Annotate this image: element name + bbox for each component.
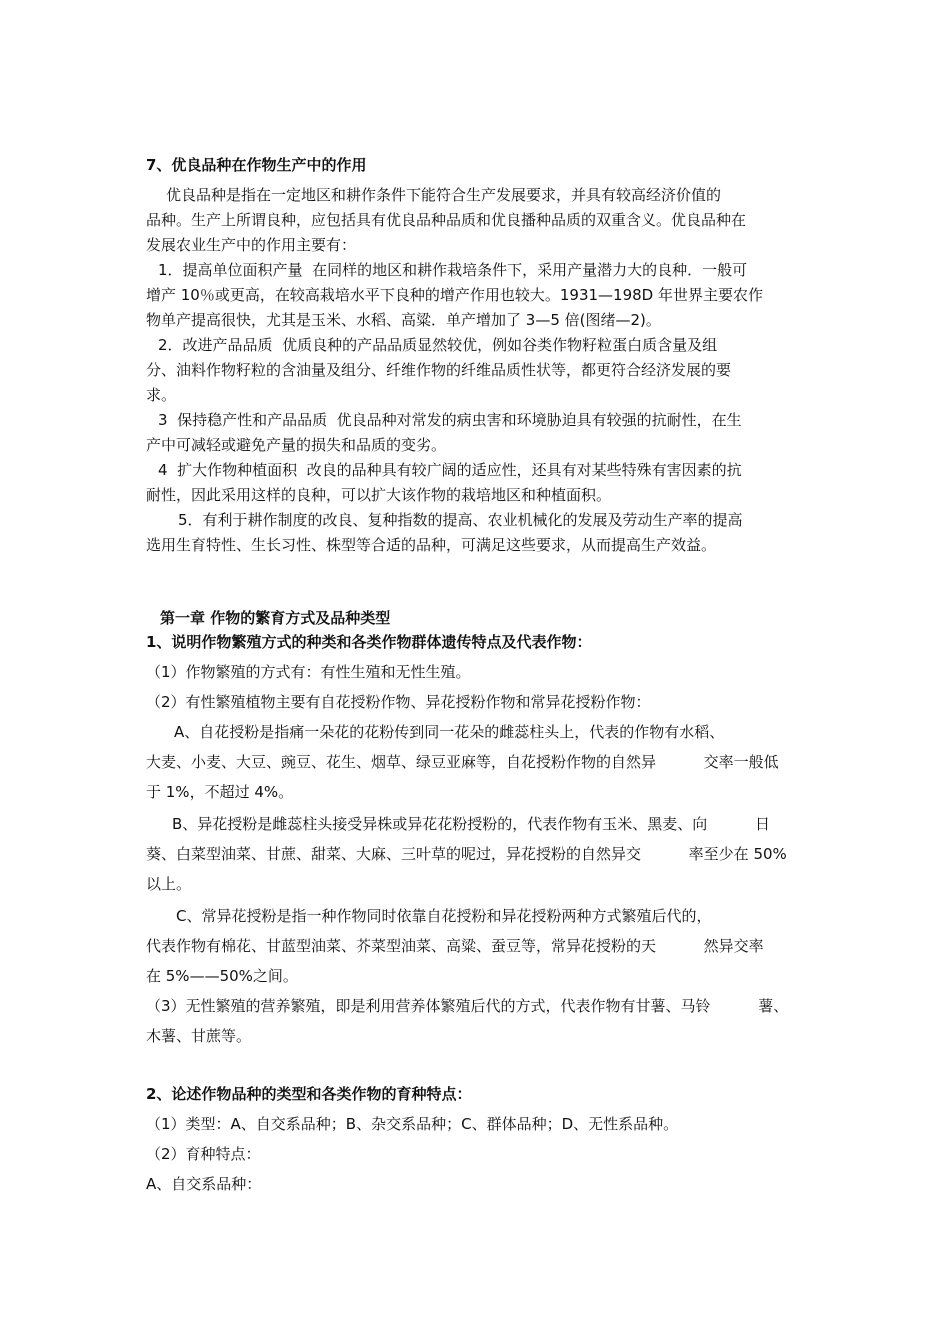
paragraph-line: C、常异花授粉是指一种作物同时依靠自花授粉和异花授粉两种方式繁殖后代的，: [176, 907, 712, 925]
paragraph-line: 4 扩大作物种植面积 改良的品种具有较广阔的适应性，还具有对某些特殊有害因素的抗: [158, 461, 742, 479]
paragraph-line: 3 保持稳产性和产品品质 优良品种对常发的病虫害和环境胁迫具有较强的抗耐性，在生: [158, 411, 742, 429]
question-heading: 1、说明作物繁殖方式的种类和各类作物群体遗传特点及代表作物：: [146, 633, 592, 651]
paragraph-line: 代表作物有棉花、甘蓝型油菜、芥菜型油菜、高粱、蚕豆等，常异花授粉的天 然异交率: [146, 937, 764, 955]
paragraph-line: 于 1%，不超过 4%。: [146, 783, 294, 801]
paragraph-line: 耐性，因此采用这样的良种，可以扩大该作物的栽培地区和种植面积。: [146, 486, 612, 504]
paragraph-line: 在 5%——50%之间。: [146, 967, 298, 985]
chapter-title: 第一章 作物的繁育方式及品种类型: [160, 609, 391, 627]
paragraph-line: （3）无性繁殖的营养繁殖，即是利用营养体繁殖后代的方式，代表作物有甘薯、马铃 薯、: [146, 997, 789, 1015]
paragraph-line: 1．提高单位面积产量 在同样的地区和耕作栽培条件下，采用产量潜力大的良种．一般可: [158, 261, 748, 279]
paragraph-line: （2）育种特点：: [146, 1145, 261, 1163]
paragraph-line: 大麦、小麦、大豆、豌豆、花生、烟草、绿豆亚麻等，自花授粉作物的自然异 交率一般低: [146, 753, 779, 771]
paragraph-line: 优良品种是指在一定地区和耕作条件下能符合生产发展要求，并具有较高经济价值的: [166, 186, 722, 204]
paragraph-line: 品种。生产上所谓良种，应包括具有优良品种品质和优良播种品质的双重含义。优良品种在: [146, 211, 747, 229]
paragraph-line: A、自花授粉是指痛一朵花的花粉传到同一花朵的雌蕊柱头上，代表的作物有水稻、: [174, 723, 725, 741]
question-heading: 2、论述作物品种的类型和各类作物的育种特点：: [146, 1085, 472, 1103]
paragraph-line: 产中可减轻或避免产量的损失和品质的变劣。: [146, 436, 447, 454]
paragraph-line: B、异花授粉是雌蕊柱头接受异株或异花花粉授粉的，代表作物有玉米、黑麦、向 日: [172, 815, 770, 833]
paragraph-line: 分、油料作物籽粒的含油量及组分、纤维作物的纤维品质性状等，都更符合经济发展的要: [146, 361, 732, 379]
paragraph-line: 求。: [146, 386, 177, 404]
paragraph-line: 以上。: [146, 875, 192, 893]
paragraph-line: 5．有利于耕作制度的改良、复种指数的提高、农业机械化的发展及劳动生产率的提高: [178, 511, 743, 529]
paragraph-line: A、自交系品种：: [146, 1175, 262, 1193]
section-heading: 7、优良品种在作物生产中的作用: [146, 156, 367, 174]
paragraph-line: 葵、白菜型油菜、甘蔗、甜菜、大麻、三叶草的呢过，异花授粉的自然异交 率至少在 50%: [146, 845, 787, 863]
paragraph-line: （1）类型：A、自交系品种；B、杂交系品种；C、群体品种；D、无性系品种。: [146, 1115, 679, 1133]
paragraph-line: 选用生育特性、生长习性、株型等合适的品种，可满足这些要求，从而提高生产效益。: [146, 536, 717, 554]
paragraph-line: 2．改进产品品质 优质良种的产品品质显然较优，例如谷类作物籽粒蛋白质含量及组: [158, 336, 718, 354]
paragraph-line: 木薯、甘蔗等。: [146, 1027, 252, 1045]
paragraph-line: 增产 10％或更高，在较高栽培水平下良种的增产作用也较大。1931—198D 年世界主要农作: [146, 286, 763, 304]
paragraph-line: （1）作物繁殖的方式有：有性生殖和无性生殖。: [146, 663, 471, 681]
paragraph-line: 发展农业生产中的作用主要有：: [146, 236, 357, 254]
paragraph-line: （2）有性繁殖植物主要有自花授粉作物、异花授粉作物和常异花授粉作物：: [146, 693, 651, 711]
paragraph-line: 物单产提高很快，尤其是玉米、水稻、高粱．单产增加了 3—5 倍(图绪—2)。: [146, 311, 661, 329]
